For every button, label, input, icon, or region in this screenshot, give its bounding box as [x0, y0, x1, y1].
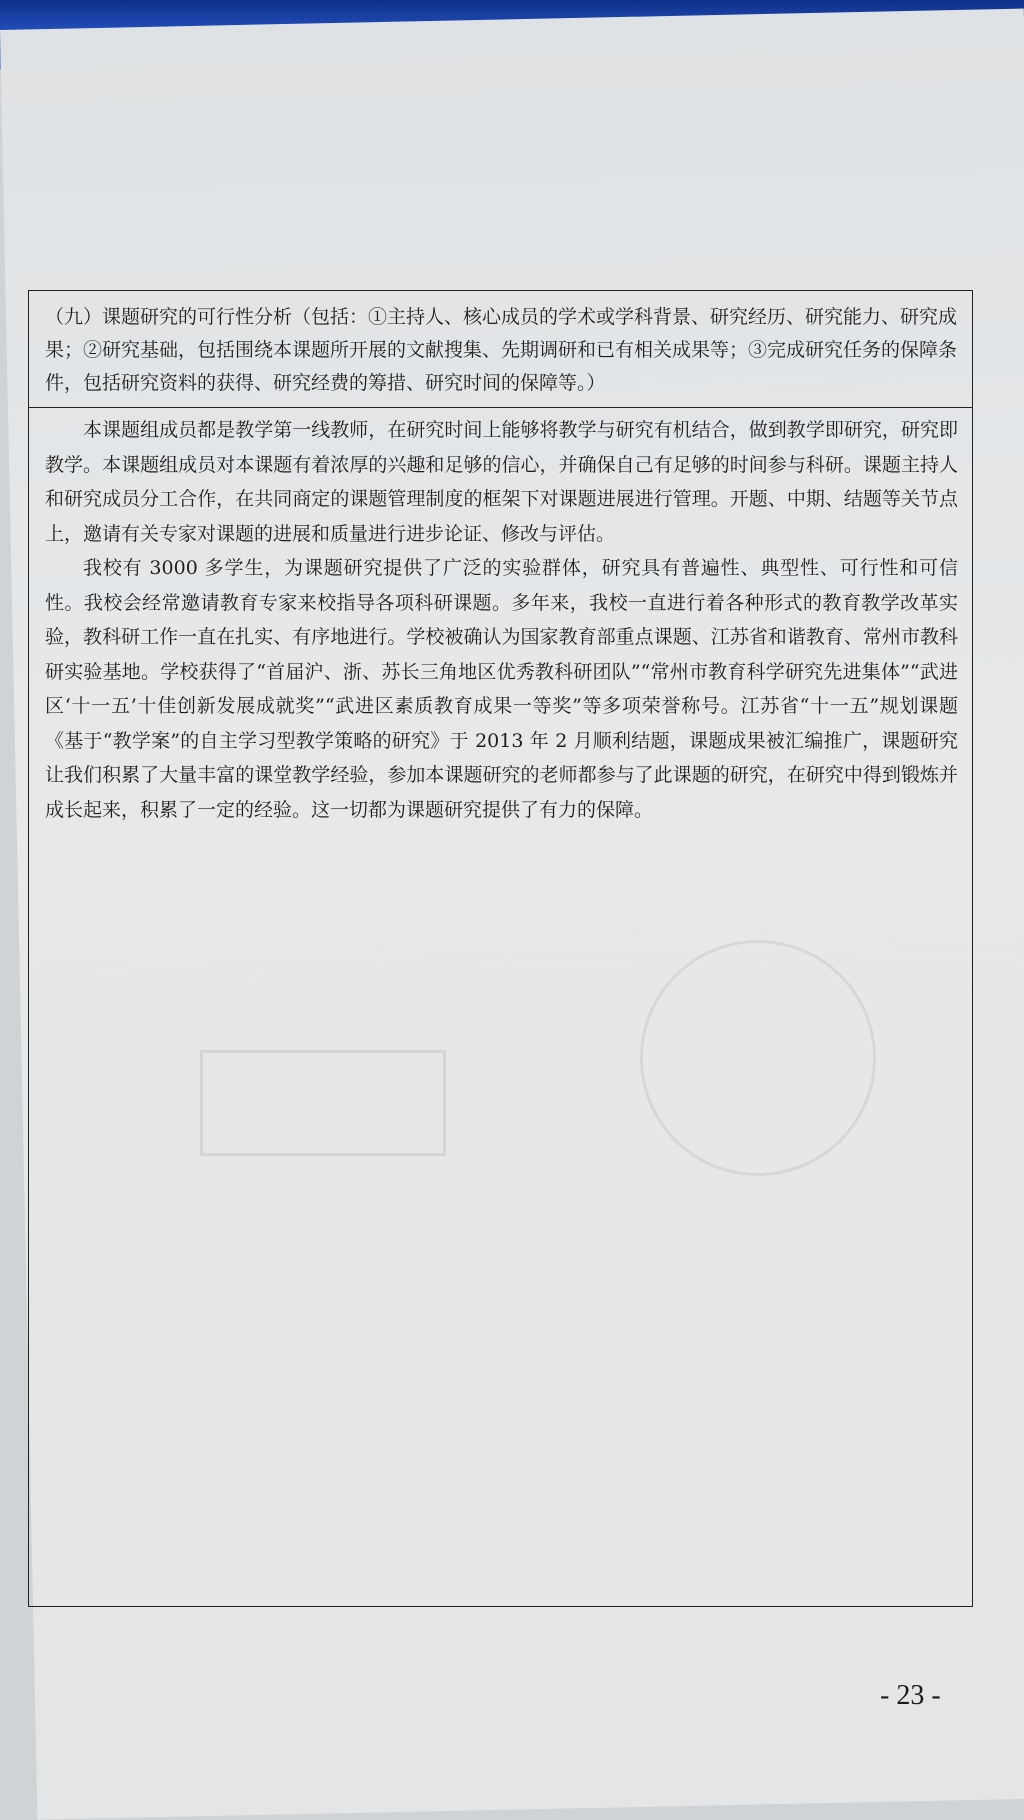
section-heading: （九）课题研究的可行性分析（包括：①主持人、核心成员的学术或学科背景、研究经历、研究能力、研究成果；②研究基础，包括围绕本课题所开展的文献搜集、先期调研和已有相关成果等；③完成研究任务的保障条件，包括研究资料的获得、研究经费的筹措、研究时间的保障等。）: [45, 306, 958, 394]
section-heading-cell: [28, 290, 973, 408]
content-cell: [28, 407, 973, 1607]
page-number: - 23 -: [880, 1680, 941, 1711]
paragraph-2: 我校有 3000 多学生，为课题研究提供了广泛的实验群体，研究具有普遍性、典型性、可行性和可信性。我校会经常邀请教育专家来校指导各项科研课题。多年来，我校一直进行着各种形式的教育教学改革实验，教科研工作一直在扎实、有序地进行。学校被确认为国家教育部重点课题、江苏省和谐教育、常州市教科研实验基地。学校获得了“首届沪、浙、苏长三角地区优秀教科研团队”“常州市教育科学研究先进集体”“武进区‘十一五’十佳创新发展成就奖”“武进区素质教育成果一等奖”等多项荣誉称号。江苏省“十一五”规划课题《基于“教学案”的自主学习型教学策略的研究》于 2013 年 2 月顺利结题，课题成果被汇编推广，课题研究让我们积累了大量丰富的课堂教学经验，参加本课题研究的老师都参与了此课题的研究，在研究中得到锻炼并成长起来，积累了一定的经验。这一切都为课题研究提供了有力的保障。: [45, 557, 958, 821]
paragraph-1: 本课题组成员都是教学第一线教师，在研究时间上能够将教学与研究有机结合，做到教学即研究，研究即教学。本课题组成员对本课题有着浓厚的兴趣和足够的信心，并确保自己有足够的时间参与科研。课题主持人和研究成员分工合作，在共同商定的课题管理制度的框架下对课题进展进行管理。开题、中期、结题等关节点上，邀请有关专家对课题的进展和质量进行进步论证、修改与评估。: [45, 419, 958, 545]
